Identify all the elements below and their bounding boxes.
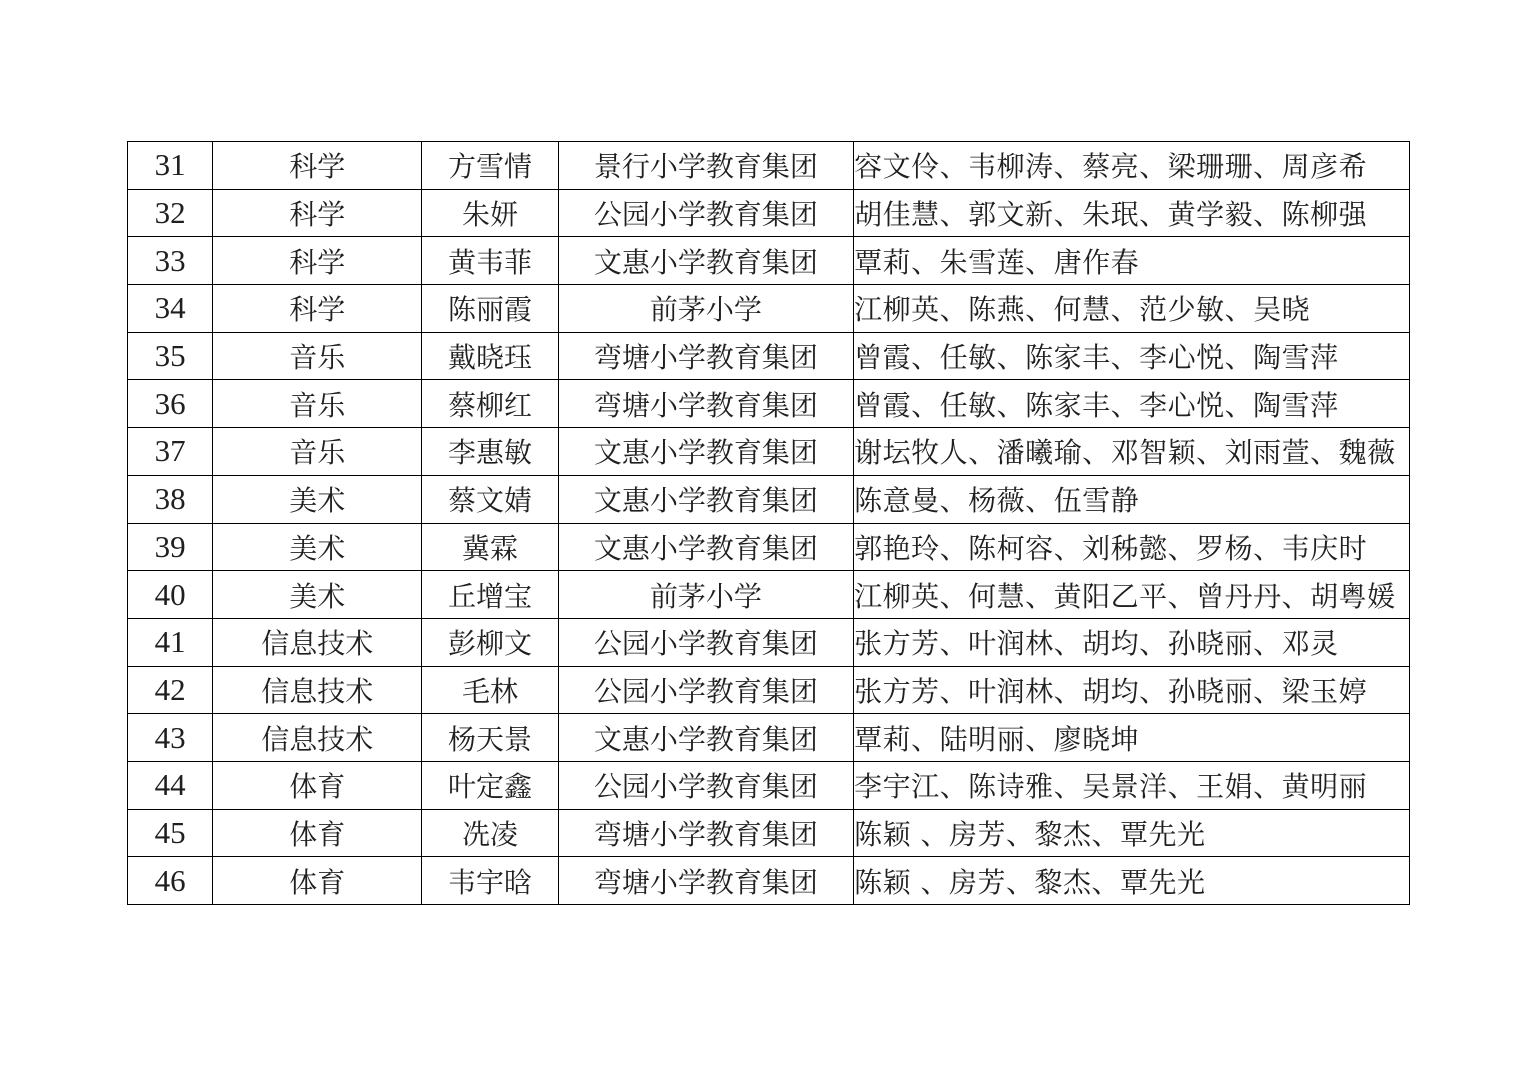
cell-members: 曾霞、任敏、陈家丰、李心悦、陶雪萍	[854, 380, 1410, 428]
cell-school: 前茅小学	[558, 285, 853, 333]
cell-teacher-name: 陈丽霞	[422, 285, 558, 333]
cell-number: 42	[128, 666, 213, 714]
cell-school: 前茅小学	[558, 571, 853, 619]
table-row	[128, 523, 1410, 571]
cell-teacher-name: 彭柳文	[422, 618, 558, 666]
cell-teacher-name: 杨天景	[422, 714, 558, 762]
cell-teacher-name: 戴晓珏	[422, 332, 558, 380]
cell-subject: 音乐	[213, 332, 422, 380]
table-row	[128, 285, 1410, 333]
table-row	[128, 857, 1410, 905]
cell-number: 41	[128, 618, 213, 666]
cell-number: 43	[128, 714, 213, 762]
cell-members: 陈意曼、杨薇、伍雪静	[854, 475, 1410, 523]
table-row	[128, 714, 1410, 762]
cell-teacher-name: 方雪情	[422, 142, 558, 190]
table-row	[128, 237, 1410, 285]
cell-subject: 信息技术	[213, 666, 422, 714]
cell-school: 文惠小学教育集团	[558, 237, 853, 285]
cell-school: 弯塘小学教育集团	[558, 809, 853, 857]
cell-subject: 科学	[213, 142, 422, 190]
cell-subject: 科学	[213, 285, 422, 333]
table-row	[128, 475, 1410, 523]
cell-number: 45	[128, 809, 213, 857]
cell-subject: 科学	[213, 189, 422, 237]
cell-school: 公园小学教育集团	[558, 761, 853, 809]
cell-teacher-name: 冀霖	[422, 523, 558, 571]
cell-subject: 信息技术	[213, 618, 422, 666]
cell-number: 46	[128, 857, 213, 905]
cell-school: 文惠小学教育集团	[558, 714, 853, 762]
cell-number: 39	[128, 523, 213, 571]
table-row	[128, 380, 1410, 428]
cell-school: 弯塘小学教育集团	[558, 380, 853, 428]
table-row	[128, 142, 1410, 190]
cell-subject: 美术	[213, 475, 422, 523]
cell-teacher-name: 蔡柳红	[422, 380, 558, 428]
cell-number: 34	[128, 285, 213, 333]
cell-number: 36	[128, 380, 213, 428]
cell-subject: 科学	[213, 237, 422, 285]
cell-school: 公园小学教育集团	[558, 618, 853, 666]
cell-number: 32	[128, 189, 213, 237]
cell-number: 37	[128, 428, 213, 476]
cell-subject: 体育	[213, 761, 422, 809]
cell-number: 40	[128, 571, 213, 619]
cell-members: 李宇江、陈诗雅、吴景洋、王娟、黄明丽	[854, 761, 1410, 809]
cell-school: 公园小学教育集团	[558, 666, 853, 714]
cell-teacher-name: 朱妍	[422, 189, 558, 237]
cell-number: 44	[128, 761, 213, 809]
table-row	[128, 809, 1410, 857]
cell-teacher-name: 黄韦菲	[422, 237, 558, 285]
table-row	[128, 666, 1410, 714]
cell-number: 35	[128, 332, 213, 380]
cell-school: 文惠小学教育集团	[558, 428, 853, 476]
cell-members: 覃莉、朱雪莲、唐作春	[854, 237, 1410, 285]
cell-school: 文惠小学教育集团	[558, 523, 853, 571]
cell-members: 张方芳、叶润林、胡均、孙晓丽、梁玉婷	[854, 666, 1410, 714]
table-row	[128, 428, 1410, 476]
teacher-roster-table	[127, 141, 1410, 905]
table-row	[128, 571, 1410, 619]
cell-school: 文惠小学教育集团	[558, 475, 853, 523]
cell-subject: 音乐	[213, 428, 422, 476]
cell-subject: 音乐	[213, 380, 422, 428]
cell-teacher-name: 丘增宝	[422, 571, 558, 619]
cell-number: 31	[128, 142, 213, 190]
table-row	[128, 189, 1410, 237]
table-row	[128, 332, 1410, 380]
cell-number: 33	[128, 237, 213, 285]
cell-members: 江柳英、何慧、黄阳乙平、曾丹丹、胡粤媛	[854, 571, 1410, 619]
cell-school: 景行小学教育集团	[558, 142, 853, 190]
cell-school: 弯塘小学教育集团	[558, 332, 853, 380]
table-body	[128, 142, 1410, 905]
cell-number: 38	[128, 475, 213, 523]
cell-teacher-name: 李惠敏	[422, 428, 558, 476]
cell-subject: 美术	[213, 571, 422, 619]
cell-school: 公园小学教育集团	[558, 189, 853, 237]
cell-teacher-name: 叶定鑫	[422, 761, 558, 809]
cell-members: 曾霞、任敏、陈家丰、李心悦、陶雪萍	[854, 332, 1410, 380]
cell-subject: 体育	[213, 857, 422, 905]
cell-school: 弯塘小学教育集团	[558, 857, 853, 905]
cell-members: 江柳英、陈燕、何慧、范少敏、吴晓	[854, 285, 1410, 333]
cell-members: 张方芳、叶润林、胡均、孙晓丽、邓灵	[854, 618, 1410, 666]
cell-members: 陈颖 、房芳、黎杰、覃先光	[854, 857, 1410, 905]
table-row	[128, 761, 1410, 809]
cell-members: 陈颖 、房芳、黎杰、覃先光	[854, 809, 1410, 857]
table-row	[128, 618, 1410, 666]
cell-subject: 美术	[213, 523, 422, 571]
cell-teacher-name: 蔡文婧	[422, 475, 558, 523]
cell-members: 郭艳玲、陈柯容、刘秭懿、罗杨、韦庆时	[854, 523, 1410, 571]
cell-members: 胡佳慧、郭文新、朱珉、黄学毅、陈柳强	[854, 189, 1410, 237]
cell-teacher-name: 毛林	[422, 666, 558, 714]
cell-teacher-name: 冼凌	[422, 809, 558, 857]
cell-members: 谢坛牧人、潘曦瑜、邓智颖、刘雨萱、魏薇	[854, 428, 1410, 476]
cell-members: 容文伶、韦柳涛、蔡亮、梁珊珊、周彦希	[854, 142, 1410, 190]
cell-subject: 信息技术	[213, 714, 422, 762]
cell-members: 覃莉、陆明丽、廖晓坤	[854, 714, 1410, 762]
cell-teacher-name: 韦宇晗	[422, 857, 558, 905]
cell-subject: 体育	[213, 809, 422, 857]
